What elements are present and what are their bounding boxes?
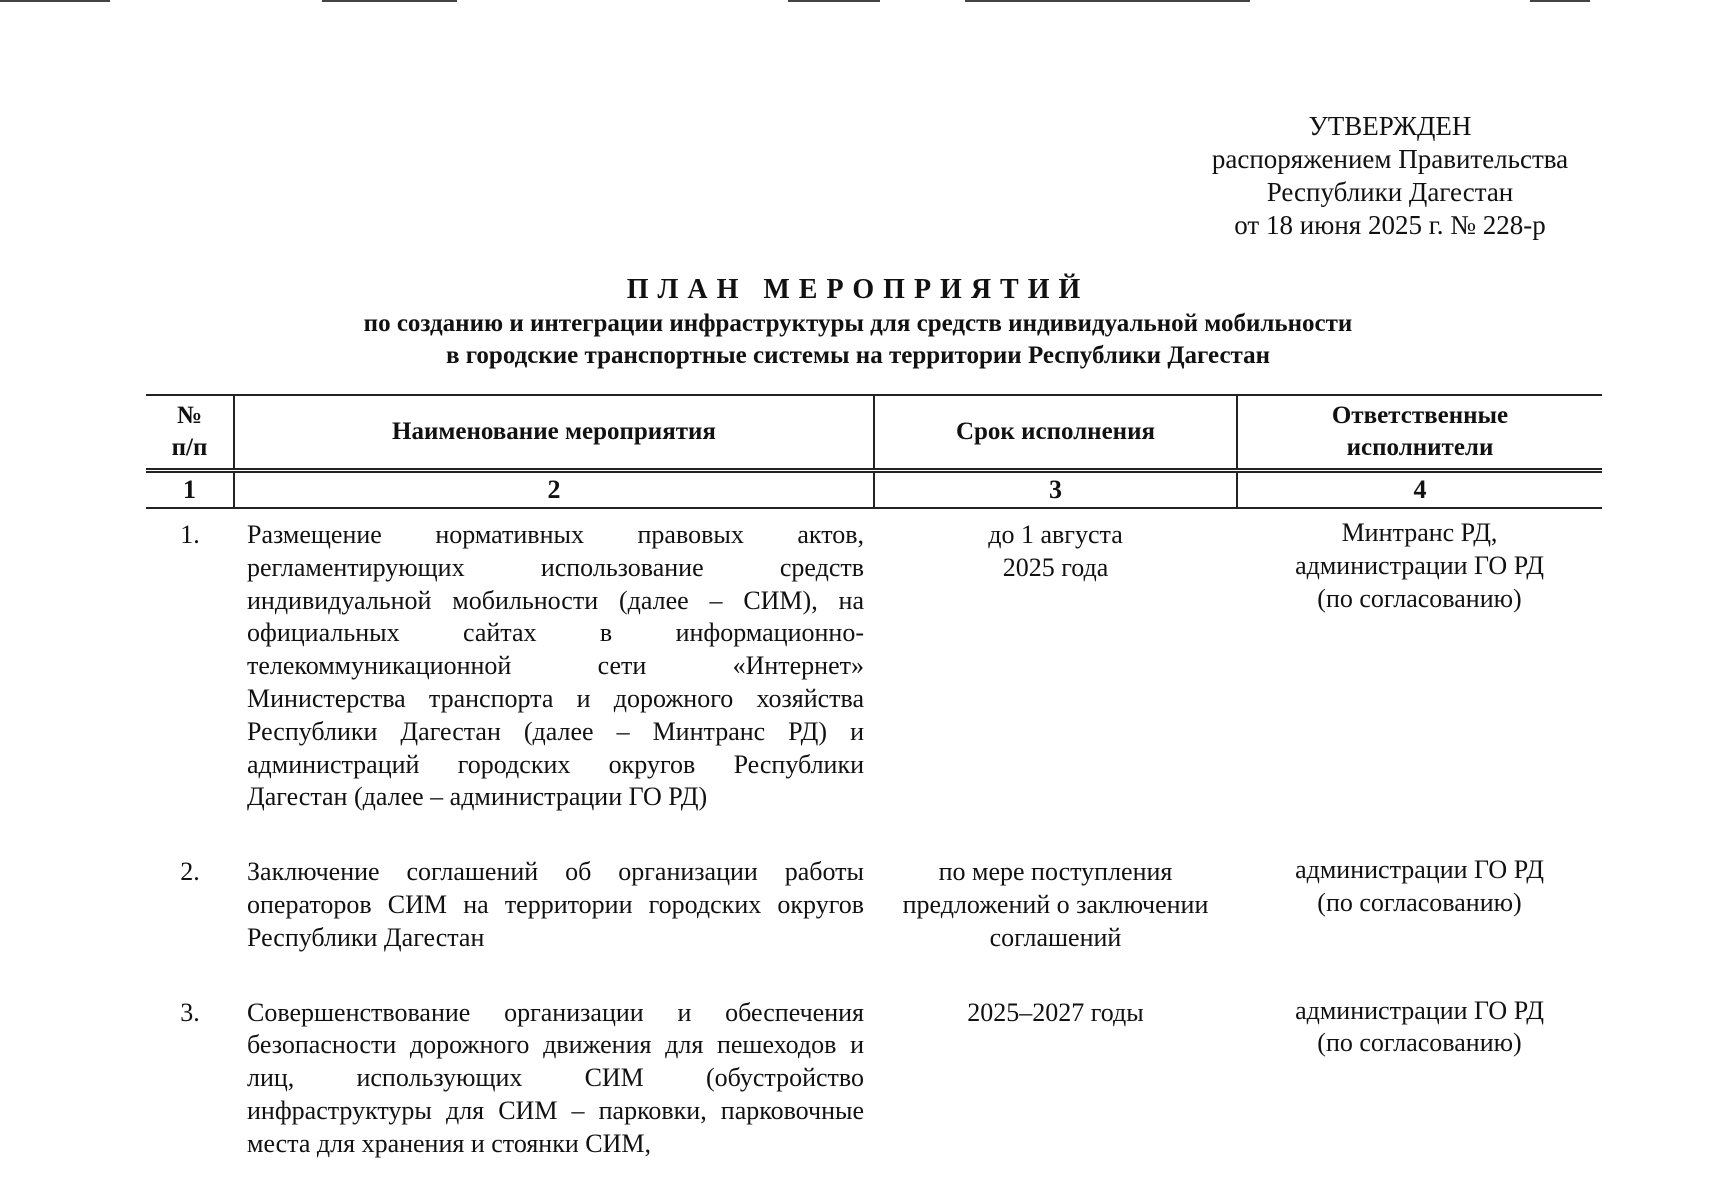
document-subtitle-line-1: по созданию и интеграции инфраструктуры для средств индивидуальной мобильности	[363, 310, 1353, 337]
header-responsible: Ответственные исполнители	[1237, 395, 1602, 471]
scan-edge-line	[965, 0, 1250, 2]
table-row	[146, 987, 1602, 1193]
header-number: № п/п	[146, 395, 234, 471]
approval-stamp-block	[1190, 110, 1590, 242]
row-number: 3.	[180, 997, 200, 1027]
activity-name: Совершенствование организации и обеспечения безопасности дорожного движения для пешеходов и лиц, использующих СИМ (обустройство инфраструктуры для СИМ – парковки, парковочные места для хранения и стоянки СИМ,	[247, 997, 864, 1158]
row-number: 2.	[180, 857, 200, 887]
document-subtitle-line-2: в городские транспортные системы на территории Республики Дагестан	[445, 342, 1271, 369]
document-title: ПЛАН МЕРОПРИЯТИЙ	[626, 274, 1090, 305]
activity-deadline: до 1 августа 2025 года	[988, 520, 1123, 582]
scan-edge-line	[1530, 0, 1590, 2]
header-activity-name: Наименование мероприятия	[234, 395, 874, 471]
approval-region: Республики Дагестан	[1266, 177, 1514, 207]
activity-responsible: Минтранс РД, администрации ГО РД (по согласованию)	[1295, 518, 1544, 613]
approval-title: УТВЕРЖДЕН	[1308, 111, 1472, 141]
column-number: 1	[146, 471, 234, 509]
scan-edge-line	[0, 0, 110, 2]
approval-order-date: от 18 июня 2025 г. № 228-р	[1234, 210, 1546, 240]
activity-deadline: 2025–2027 годы	[967, 997, 1144, 1027]
approval-authority: распоряжением Правительства	[1211, 144, 1569, 174]
scan-edge-line	[788, 0, 880, 2]
scan-edge-line	[322, 0, 457, 2]
document-heading	[0, 272, 1716, 372]
activities-plan-table	[146, 394, 1602, 1193]
header-deadline: Срок исполнения	[874, 395, 1237, 471]
activity-deadline: по мере поступления предложений о заключении соглашений	[902, 857, 1209, 952]
table-header-row	[146, 395, 1602, 471]
activity-responsible: администрации ГО РД (по согласованию)	[1295, 995, 1544, 1058]
column-number-row	[146, 471, 1602, 509]
activity-name: Заключение соглашений об организации работы операторов СИМ на территории городских округов Республики Дагестан	[247, 857, 864, 952]
column-number: 2	[234, 471, 874, 509]
table-row	[146, 508, 1602, 846]
row-number: 1.	[180, 520, 200, 549]
activity-responsible: администрации ГО РД (по согласованию)	[1295, 855, 1544, 917]
column-number: 3	[874, 471, 1237, 509]
column-number: 4	[1237, 471, 1602, 509]
table-row	[146, 846, 1602, 986]
activity-name: Размещение нормативных правовых актов, регламентирующих использование средств индивидуальной мобильности (далее – СИМ), на официальных сайтах в информационно-телекоммуникационной сети «Интернет» Министерства транспорта и дорожного хозяйства Республики Дагестан (далее – Минтранс РД) и администраций городских округов Республики Дагестан (далее – администрации ГО РД)	[247, 520, 864, 812]
